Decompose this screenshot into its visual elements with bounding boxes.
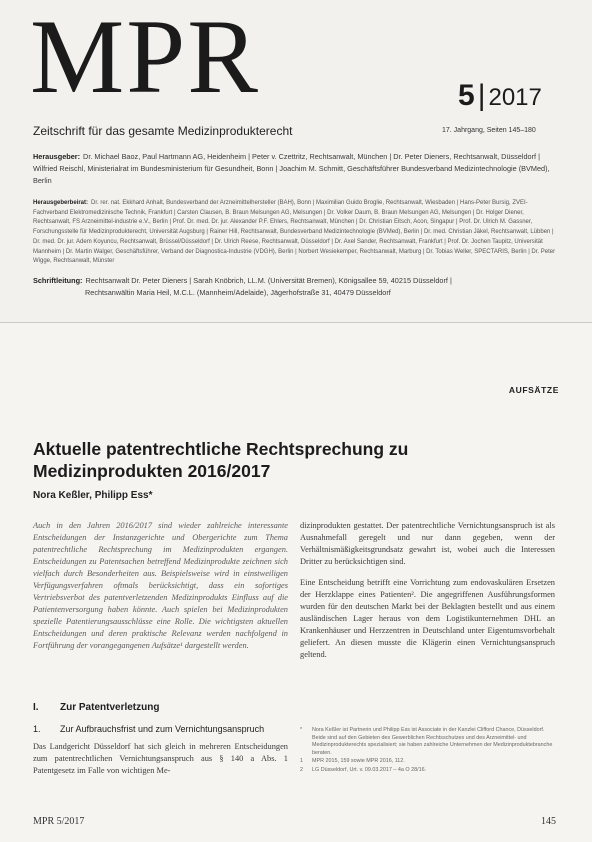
subsection-heading-text: Zur Aufbrauchsfrist und zum Vernichtungsanspruch [60, 724, 265, 734]
issue-separator: | [477, 79, 486, 112]
footnote [300, 727, 558, 757]
editors-block [33, 151, 558, 188]
section-tag: AUFSÄTZE [508, 385, 559, 395]
subsection-heading-number: 1. [33, 724, 41, 734]
section-heading [33, 702, 159, 713]
footnote-text: MPR 2015, 159 sowie MPR 2016, 112. [312, 758, 405, 765]
editorial-office-line2: Rechtsanwältin Maria Heil, M.C.L. (Mannheim/Adelaide), Jägerhofstraße 31, 40479 Düsseldorf [85, 288, 391, 298]
editors-label: Herausgeber: [33, 152, 81, 161]
issue-number [458, 79, 542, 115]
editorial-office-label: Schriftleitung: [33, 276, 83, 285]
editors-text: Dr. Michael Baoz, Paul Hartmann AG, Heidenheim | Peter v. Czettritz, Rechtsanwalt, München | Dr. Peter Dieners, Rechtsanwalt, Düsseldorf | Wilfried Reischl, Ministerialrat im Bundesministerium für Gesundheit, Bonn | Joachim M. Schmitt, Geschäftsführer Bundesverband Medizintechnologie (BVMed), Berlin [33, 152, 550, 186]
volume-info: 17. Jahrgang, Seiten 145–180 [442, 127, 536, 134]
right-paragraph-2: Eine Entscheidung betrifft eine Vorrichtung zum endovaskulären Ersetzen der Herzklappe eines Patienten². Die angegriffenen Ausführungsformen wurden für den deutschen Markt bei der Beklagten bestellt und aus einem ausländischen Lager heraus von dem Logistikunternehmen DHL an Krankenhäuser und Herzzentren in Deutschland unter Eigentumsvorbehalt geliefert. An diesen musste die Klägerin einen Vernichtungsanspruch geltend. [300, 578, 555, 659]
journal-header [0, 0, 592, 322]
issue-number-value: 5 [458, 79, 475, 112]
footnote [300, 758, 558, 766]
right-column [300, 520, 555, 670]
header-divider [0, 322, 592, 323]
article-abstract: Auch in den Jahren 2016/2017 sind wieder zahlreiche interessante Entscheidungen der Instanzgerichte und Obergerichte zum Thema patentrechtliche Rechtsprechung im Medizinprodukten ergangen. Entscheidungen zu Patentsachen betreffend Medizinprodukte zeichnen sich vielfach durch Besonderheiten aus. Beispielsweise wird in einstweiligen Verfügungsverfahren oftmals berücksichtigt, dass ein sofortiges Vertriebsverbot des patentverletzenden Medizinprodukts Einfluss auf die Patientenversorgung haben könnte. Auch spielen bei Medizinprodukten spezielle Patentierungsausschlüsse eine Rolle. Die wichtigsten aktuellen Entscheidungen und deren praktische Relevanz werden nachfolgend in Fortführung der vorangegangenen Aufsätze¹ dargestellt werden. [33, 521, 288, 650]
article-authors: Nora Keßler, Philipp Ess* [33, 490, 153, 501]
advisory-council-label: Herausgeberbeirat: [33, 200, 89, 206]
advisory-council-text: Dr. rer. nat. Ekkhard Anhalt, Bundesverband der Arzneimittelhersteller (BAH), Bonn | Maximilian Guido Broglie, Rechtsanwalt, Wiesbaden | Hans-Peter Bursig, ZVEI-Fachverband Elektromedizinische Technik, Frankfurt | Carsten Clausen, B. Braun Melsungen AG, Melsungen | Dr. Volker Daum, B. Braun Melsungen AG, Melsungen | Dr. Holger Diener, Rechtsanwalt, FS Arzneimittel-industrie e.V., Berlin | Prof. Dr. med. Dr. jur. Alexander P.F. Ehlers, Rechtsanwalt, München | Dr. Christian Eitsch, Acon, Singapur | Prof. Dr. Ulrich M. Gassner, Forschungsstelle für Medizinprodukterecht, Universität Augsburg | Rainer Hill, Rechtsanwalt, Bundesverband Medizintechnologie (BVMed), Berlin | Dr. med. Christian Jäkel, Rechtsanwalt, Lübben | Dr. med. Dr. jur. Adem Koyuncu, Rechtsanwalt, Brüssel/Düsseldorf | Dr. Ulrich Reese, Rechtsanwalt, Düsseldorf | Dr. Axel Sander, Rechtsanwalt, Frankfurt | Prof. Dr. Jochen Taupitz, Universität Mannheim | Dr. Martin Walger, Geschäftsführer, Verband der Diagnostica-Industrie (VDGH), Berlin | Norbert Wesiekemper, Rechtsanwalt, Marburg | Dr. Tobias Weller, SPECTARIS, Berlin | Dr. Peter Wigge, Rechtsanwalt, Münster [33, 200, 556, 265]
footnote [300, 767, 558, 775]
advisory-council-block [33, 199, 558, 267]
right-paragraph-1: dizinprodukten gestattet. Der patentrechtliche Vernichtungsanspruch ist als Ausnahmefall geregelt und nur dann gegeben, wenn der Verhältnismäßigkeitsgrundsatz gewahrt ist, wobei auch die Interessen Dritter zu berücksichtigen sind. [300, 521, 555, 566]
editorial-office-line1: Rechtsanwalt Dr. Peter Dieners | Sarah Knöbrich, LL.M. (Universität Bremen), Königsallee 59, 40215 Düsseldorf | [85, 276, 452, 285]
left-column [33, 520, 288, 661]
section-heading-text: Zur Patentverletzung [60, 702, 160, 713]
section-heading-number: I. [33, 702, 39, 713]
footnote-mark: * [300, 727, 303, 733]
footnote-mark: 1 [300, 758, 303, 765]
editorial-office-block [33, 275, 558, 299]
journal-logo: MPR [30, 0, 260, 115]
issue-year: 2017 [488, 84, 542, 111]
body-paragraph: Das Landgericht Düsseldorf hat sich gleich in mehreren Entscheidungen zum patentrechtlichen Vernichtungsanspruch aus § 140 a Abs. 1 Patentgesetz im Falle von wichtigen Me- [33, 742, 288, 775]
footnote-text: Nora Keßler ist Partnerin und Philipp Ess ist Associate in der Kanzlei Clifford Chance, Düsseldorf. Beide sind auf den Gebieten des Gewerblichen Rechtsschutzes und des Arzneimittel- und Medizinprodukterechts spezialisiert; sie haben zahlreiche Unternehmen der Medizinproduktebranche beraten. [312, 727, 553, 756]
article-title: Aktuelle patentrechtliche Rechtsprechung zu Medizinprodukten 2016/2017 [33, 439, 409, 481]
footnote-text: LG Düsseldorf, Urt. v. 09.03.2017 – 4a O 28/16. [312, 766, 427, 773]
subsection-heading [33, 724, 264, 734]
footnotes [300, 727, 558, 776]
journal-subtitle: Zeitschrift für das gesamte Medizinprodukterecht [33, 124, 293, 138]
footer-journal-issue: MPR 5/2017 [33, 816, 85, 827]
footnote-mark: 2 [300, 766, 303, 773]
page-number: 145 [541, 816, 556, 827]
